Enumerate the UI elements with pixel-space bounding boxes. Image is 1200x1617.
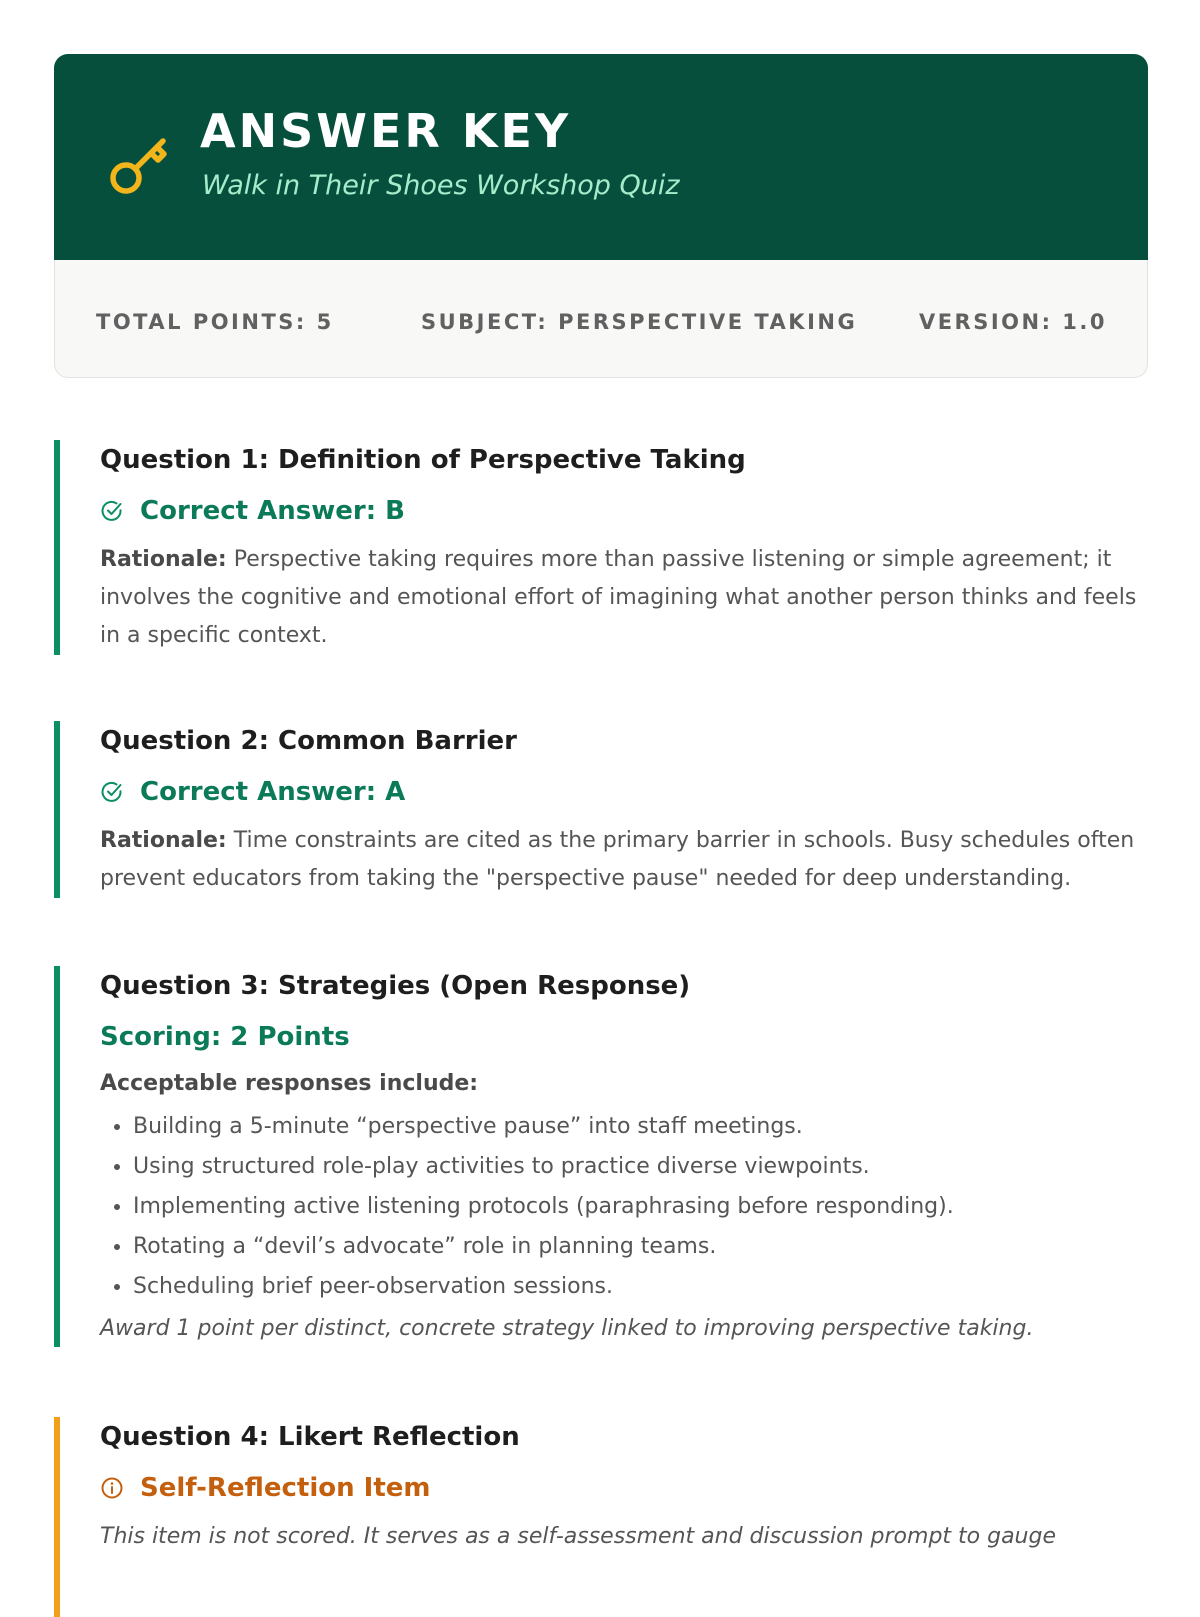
self-reflection-note: This item is not scored. It serves as a self-assessment and discussion prompt to gauge [100, 1524, 1057, 1549]
correct-answer-label: Correct Answer: A [140, 777, 406, 807]
correct-answer [100, 493, 1148, 529]
list-item: • Using structured role-play activities to practice diverse viewpoints. [133, 1147, 1148, 1187]
question-4-block [54, 1417, 1148, 1617]
rationale-label: Rationale: [100, 547, 227, 572]
answer-key-document [54, 54, 1148, 378]
rationale-label: Rationale: [100, 828, 227, 853]
page-subtitle: Walk in Their Shoes Workshop Quiz [202, 170, 680, 201]
question-title: Question 1: Definition of Perspective Taking [100, 445, 746, 475]
answer-key-header [54, 54, 1148, 260]
question-3-block [54, 966, 1148, 1347]
rationale [100, 822, 1148, 898]
question-2-block [54, 721, 1148, 898]
meta-bar [54, 260, 1148, 378]
award-note: Award 1 point per distinct, concrete strategy linked to improving perspective taking. [100, 1316, 1034, 1341]
subject-label: SUBJECT: PERSPECTIVE TAKING [421, 310, 858, 334]
rationale-text: Perspective taking requires more than passive listening or simple agreement; it involves the cognitive and emotional effort of imagining what another person thinks and feels in a specific context. [100, 547, 1137, 648]
total-points: TOTAL POINTS: 5 [96, 310, 334, 334]
check-circle-icon [100, 499, 124, 523]
self-reflection-label: Self-Reflection Item [140, 1473, 431, 1503]
list-item: • Scheduling brief peer-observation sessions. [133, 1267, 1148, 1307]
self-reflection [100, 1470, 1148, 1506]
rationale-text: Time constraints are cited as the primary barrier in schools. Busy schedules often prevent educators from taking the "perspective pause" needed for deep understanding. [100, 828, 1135, 891]
correct-answer [100, 774, 1148, 810]
rationale [100, 541, 1148, 655]
question-1-block [54, 440, 1148, 655]
info-circle-icon [100, 1476, 124, 1500]
check-circle-icon [100, 780, 124, 804]
key-icon [106, 130, 174, 198]
question-title: Question 4: Likert Reflection [100, 1422, 520, 1452]
version-label: VERSION: 1.0 [918, 310, 1107, 334]
question-title: Question 2: Common Barrier [100, 726, 517, 756]
list-item: • Rotating a “devil’s advocate” role in planning teams. [133, 1227, 1148, 1267]
list-item: • Building a 5-minute “perspective pause” into staff meetings. [133, 1107, 1148, 1147]
question-title: Question 3: Strategies (Open Response) [100, 971, 691, 1001]
correct-answer-label: Correct Answer: B [140, 496, 405, 526]
scoring-label: Scoring: 2 Points [100, 1022, 350, 1052]
acceptable-responses-label: Acceptable responses include: [100, 1071, 479, 1096]
list-item: • Implementing active listening protocols (paraphrasing before responding). [133, 1187, 1148, 1227]
acceptable-responses-list [100, 1107, 1148, 1307]
scoring [100, 1019, 1148, 1055]
page-title: ANSWER KEY [200, 104, 572, 158]
